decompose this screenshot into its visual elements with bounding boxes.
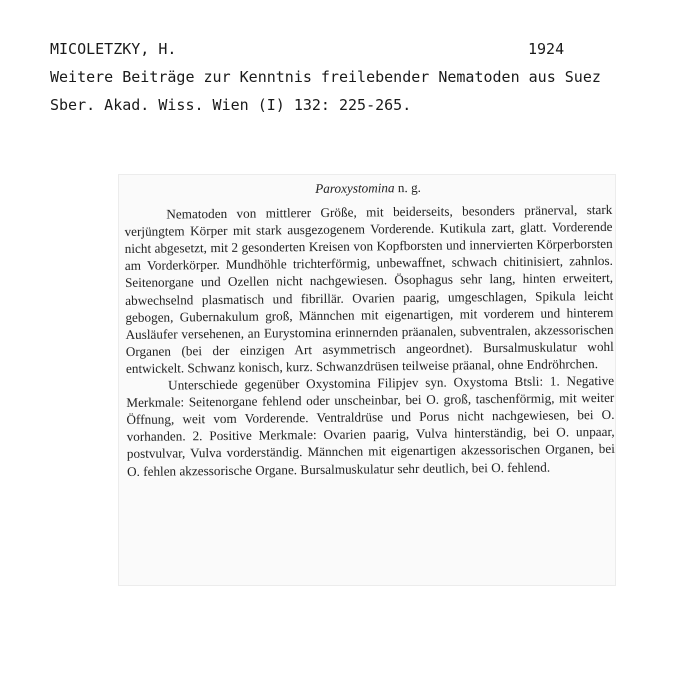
header-line-1 — [50, 38, 670, 66]
year: 1924 — [528, 40, 565, 58]
genus-suffix: n. g. — [394, 179, 422, 196]
author: MICOLETZKY, H. — [50, 40, 177, 58]
description-paragraph: Nematoden von mittlerer Größe, mit beiderseits, besonders pränerval, stark verjüngtem Körper mit stark ausgezogenem Vorderende. Kutikula zart, glatt. Vorderende nicht abgesetzt, mit 2 gesonderten Kreisen von Kopfborsten und innervierten Körperborsten am Vorderkörper. Mundhöhle trichterförmig, unbewaffnet, schwach chitinisiert, zahnlos. Seitenorgane und Ozellen nicht nachgewiesen. Ösophagus sehr lang, hinten erweitert, abwechselnd plasmatisch und fibrillär. Ovarien paarig, umgeschlagen, Spikula leicht gebogen, Gubernakulum groß, Männchen mit eigenartigen, mit vorderem und hinterem Ausläufer versehenen, an Eurystomina erinnernden präanalen, subventralen, akzessorischen Organen (bei der einzigen Art asymmetrisch angeordnet). Bursalmuskulatur wohl entwickelt. Schwanz konisch, kurz. Schwanzdrüsen teilweise präanal, ohne Endröhrchen. — [124, 201, 614, 376]
differences-paragraph: Unterschiede gegenüber Oxystomina Filipjev syn. Oxystoma Btsli: 1. Negative Merkmale: Seitenorgane fehlend oder unscheinbar, bei O. groß, taschenförmig, mit weiter Öffnung, weit vom Vorderende. Ventraldrüse und Porus nicht nachgewiesen, bei O. vorhanden. 2. Positive Merkmale: Ovarien paarig, Vulva hinterständig, bei O. unpaar, postvulvar, Vulva vorderständig. Männchen mit eigenartigen akzessorischen Organen, bei O. fehlen akzessorische Organe. Bursalmuskulatur sehr deutlich, bei O. fehlend. — [126, 372, 615, 479]
catalog-header — [50, 38, 670, 114]
text-clipping — [118, 174, 616, 586]
clipping-content — [124, 177, 615, 480]
citation: Sber. Akad. Wiss. Wien (I) 132: 225-265. — [50, 96, 412, 114]
genus-heading — [124, 177, 612, 199]
genus-name: Paroxystomina — [315, 180, 395, 196]
publication-title: Weitere Beiträge zur Kenntnis freilebender Nematoden aus Suez — [50, 68, 601, 86]
